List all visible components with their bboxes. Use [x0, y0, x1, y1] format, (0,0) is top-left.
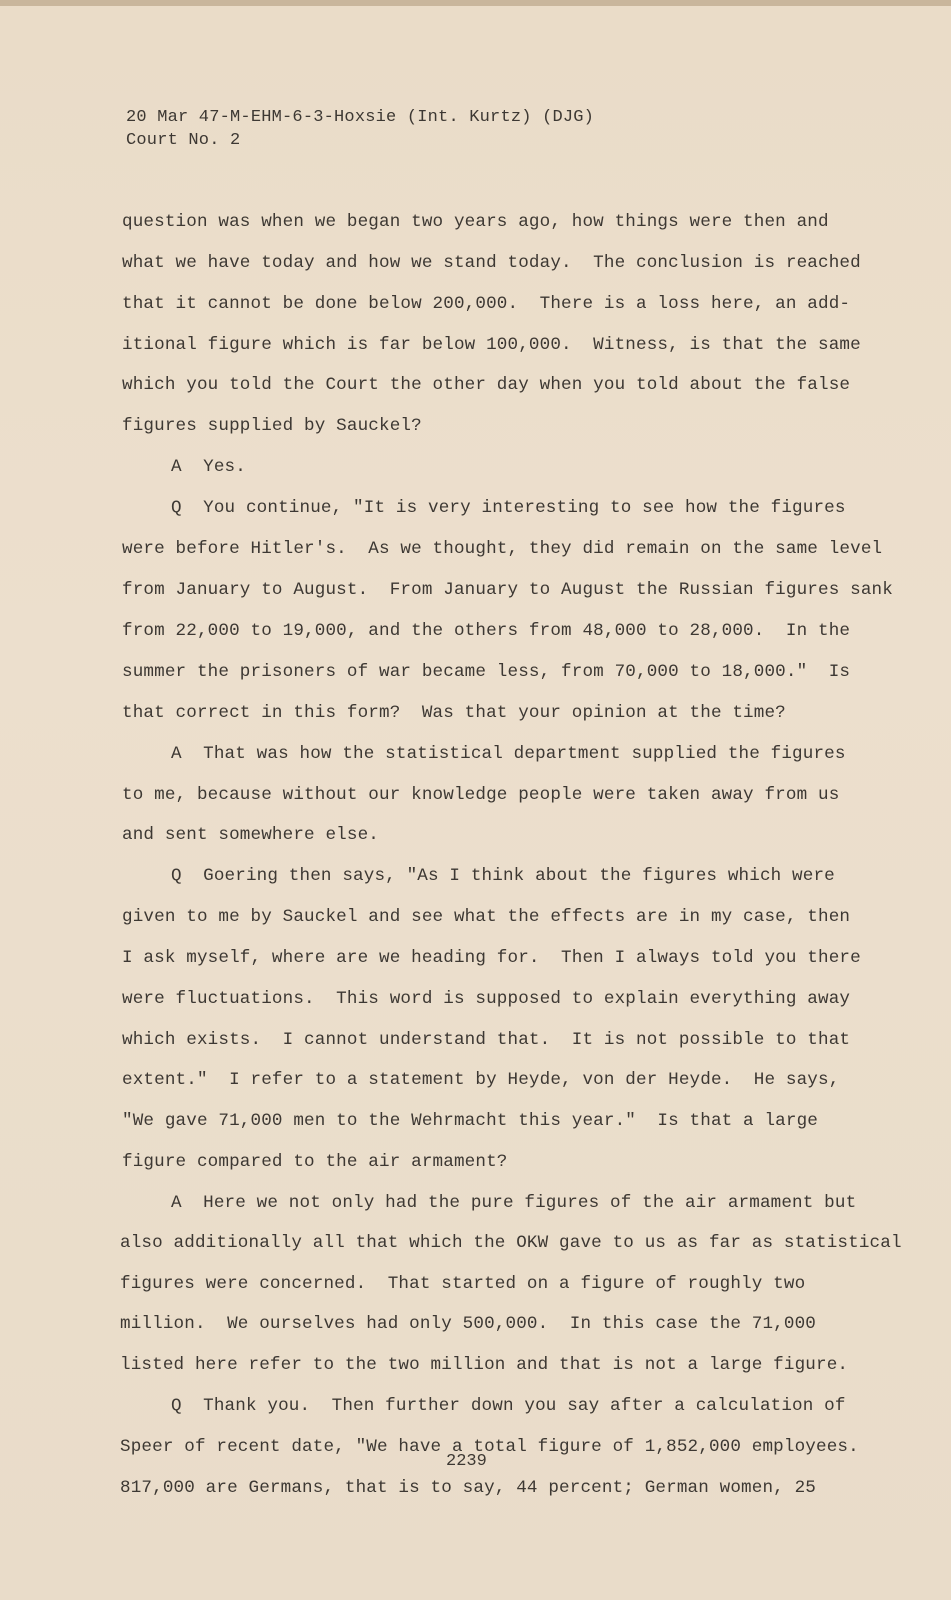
body-line: figures were concerned. That started on a figure of roughly two [120, 1274, 806, 1294]
answer-line: A Yes. [171, 457, 246, 477]
body-line: figures supplied by Sauckel? [122, 416, 422, 436]
header-reference-line: 20 Mar 47-M-EHM-6-3-Hoxsie (Int. Kurtz) (DJG) [126, 108, 595, 127]
body-line: what we have today and how we stand today. The conclusion is reached [122, 253, 861, 273]
answer-line: A That was how the statistical department supplied the figures [171, 744, 846, 764]
body-line: extent." I refer to a statement by Heyde, von der Heyde. He says, [122, 1070, 840, 1090]
body-line: summer the prisoners of war became less, from 70,000 to 18,000." Is [122, 662, 851, 682]
question-line: Q You continue, "It is very interesting to see how the figures [171, 498, 846, 518]
body-line: million. We ourselves had only 500,000. In this case the 71,000 [120, 1314, 817, 1334]
body-line: Speer of recent date, "We have a total figure of 1,852,000 employees. [120, 1437, 859, 1457]
answer-line: A Here we not only had the pure figures of the air armament but [171, 1193, 857, 1213]
header-court-line: Court No. 2 [126, 131, 241, 150]
body-line: were fluctuations. This word is supposed to explain everything away [122, 989, 851, 1009]
body-line: I ask myself, where are we heading for. Then I always told you there [122, 948, 861, 968]
body-line: given to me by Sauckel and see what the effects are in my case, then [122, 907, 851, 927]
body-line: and sent somewhere else. [122, 825, 379, 845]
body-line: from 22,000 to 19,000, and the others from 48,000 to 28,000. In the [122, 621, 851, 641]
body-line: also additionally all that which the OKW gave to us as far as statistical [120, 1233, 902, 1253]
body-line: to me, because without our knowledge people were taken away from us [122, 785, 840, 805]
body-line: that it cannot be done below 200,000. There is a loss here, an add- [122, 294, 851, 314]
body-line: that correct in this form? Was that your opinion at the time? [122, 703, 786, 723]
page-number: 2239 [446, 1452, 487, 1471]
body-line: question was when we began two years ago, how things were then and [122, 212, 829, 232]
body-line: which you told the Court the other day when you told about the false [122, 375, 851, 395]
question-line: Q Goering then says, "As I think about the figures which were [171, 866, 835, 886]
body-line: 817,000 are Germans, that is to say, 44 percent; German women, 25 [120, 1478, 817, 1498]
body-line: listed here refer to the two million and that is not a large figure. [120, 1355, 849, 1375]
body-line: "We gave 71,000 men to the Wehrmacht this year." Is that a large [122, 1111, 819, 1131]
body-line: itional figure which is far below 100,000. Witness, is that the same [122, 335, 861, 355]
body-line: figure compared to the air armament? [122, 1152, 508, 1172]
body-line: from January to August. From January to August the Russian figures sank [122, 580, 893, 600]
body-line: which exists. I cannot understand that. It is not possible to that [122, 1030, 851, 1050]
body-line: were before Hitler's. As we thought, they did remain on the same level [122, 539, 883, 559]
question-line: Q Thank you. Then further down you say after a calculation of [171, 1396, 846, 1416]
